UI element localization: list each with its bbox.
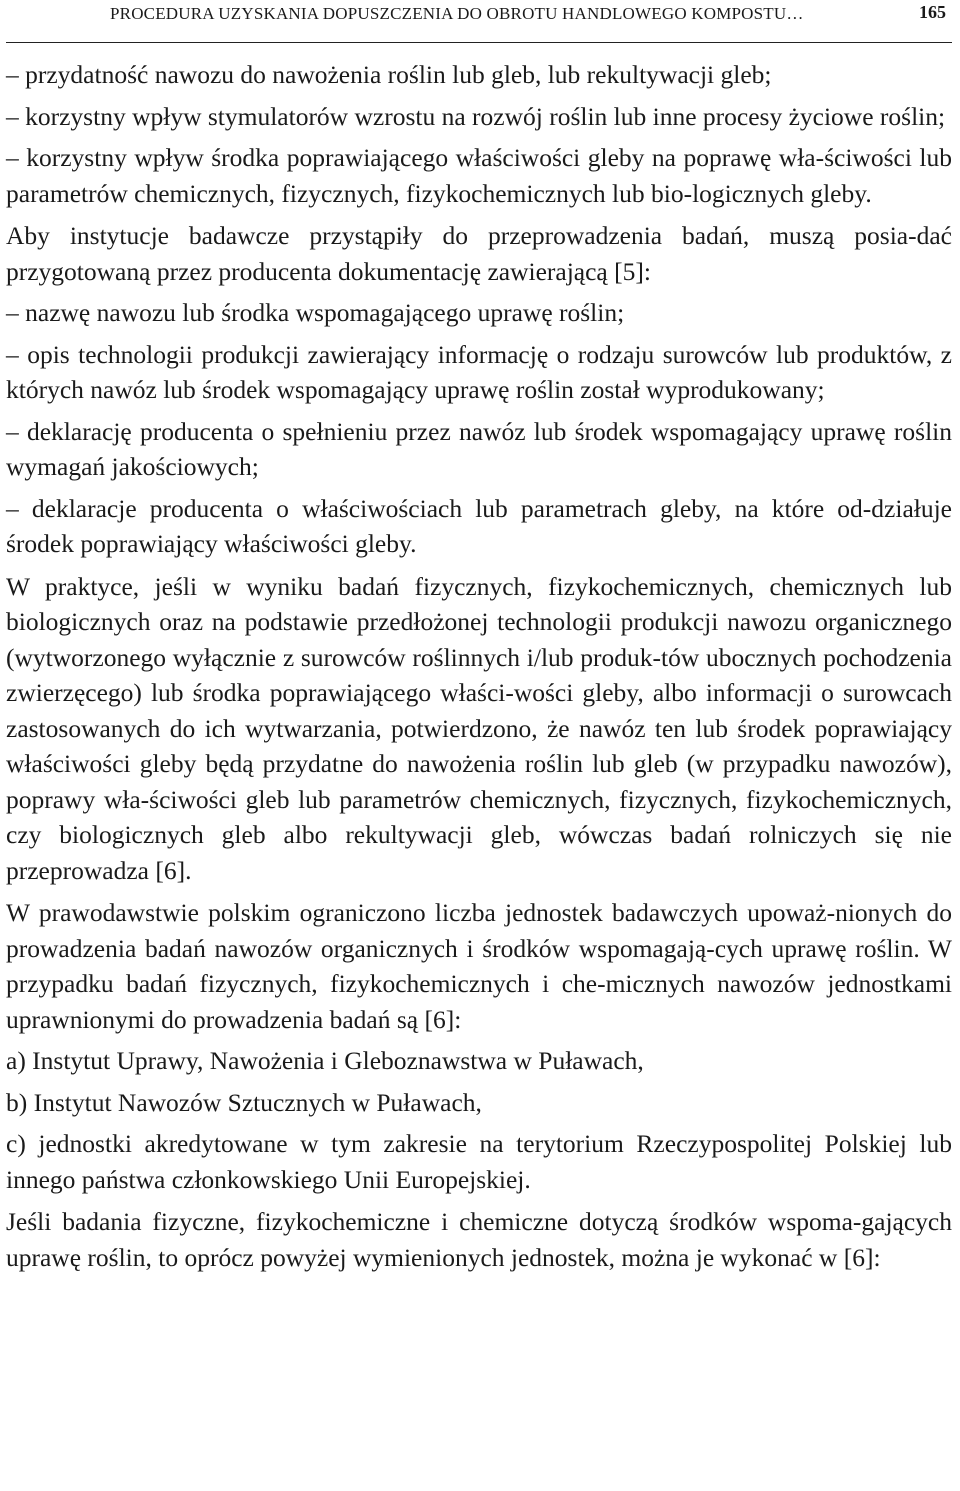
list-item-letter: b) Instytut Nawozów Sztucznych w Puławach, (6, 1087, 482, 1117)
paragraph: W prawodawstwie polskim ograniczono liczba jednostek badawczych upoważ-nionych do prowadzenia badań nawozów organicznych i środków wspomagają-cych uprawę roślin. W przypadku badań fizycznych, fizykochemicznych i che-micznych nawozów jednostkami uprawnionymi do prowadzenia badań są [6]: (6, 898, 952, 1034)
running-title: PROCEDURA UZYSKANIA DOPUSZCZENIA DO OBROTU HANDLOWEGO KOMPOSTU… (110, 4, 804, 23)
running-header (6, 0, 952, 43)
page-number: 165 (919, 2, 946, 22)
list-item-dash: – deklarację producenta o spełnieniu przez nawóz lub środek wspomagający uprawę roślin wymagań jakościowych; (6, 416, 952, 481)
list-item-dash: – korzystny wpływ środka poprawiającego właściwości gleby na poprawę wła-ściwości lub parametrów chemicznych, fizycznych, fizykochemicznych lub bio-logicznych gleby. (6, 143, 952, 208)
list-item-letter: c) jednostki akredytowane w tym zakresie na terytorium Rzeczypospolitej Polskiej lub innego państwa członkowskiego Unii Europejskiej. (6, 1129, 952, 1194)
list-item-dash: – przydatność nawozu do nawożenia roślin lub gleb, lub rekultywacji gleb; (6, 60, 772, 89)
paragraph: W praktyce, jeśli w wyniku badań fizycznych, fizykochemicznych, chemicznych lub biologicznych oraz na podstawie przedłożonej technologii produkcji nawozu organicznego (wytworzonego wyłącznie z surowców roślinnych i/lub produk-tów ubocznych pochodzenia zwierzęcego) lub środka poprawiającego właści-wości gleby, albo informacji o surowcach zastosowanych do ich wytwarzania, potwierdzono, że nawóz ten lub środek poprawiający właściwości gleby będą przydatne do nawożenia roślin lub gleb (w przypadku nawozów), poprawy wła-ściwości gleb lub parametrów chemicznych, fizycznych, fizykochemicznych, czy biologicznych gleb albo rekultywacji gleb, wówczas badań rolniczych się nie przeprowadza [6]. (6, 571, 952, 885)
list-item-dash: – korzystny wpływ stymulatorów wzrostu na rozwój roślin lub inne procesy życiowe roślin; (6, 101, 946, 131)
list-item-letter: a) Instytut Uprawy, Nawożenia i Gleboznawstwa w Puławach, (6, 1046, 644, 1075)
body-text (6, 57, 952, 1275)
list-item-dash: – opis technologii produkcji zawierający informację o rodzaju surowców lub produktów, z których nawóz lub środek wspomagający uprawę roślin został wyprodukowany; (6, 339, 952, 404)
paragraph: Jeśli badania fizyczne, fizykochemiczne i chemiczne dotyczą środków wspoma-gających uprawę roślin, to oprócz powyżej wymienionych jednostek, można je wykonać w [6]: (6, 1207, 952, 1272)
paragraph: Aby instytucje badawcze przystąpiły do przeprowadzenia badań, muszą posia-dać przygotowaną przez producenta dokumentację zawierającą [5]: (6, 221, 952, 286)
list-item-dash: – deklaracje producenta o właściwościach lub parametrach gleby, na które od-działuje środek poprawiający właściwości gleby. (6, 493, 952, 558)
list-item-dash: – nazwę nawozu lub środka wspomagającego uprawę roślin; (6, 298, 625, 327)
